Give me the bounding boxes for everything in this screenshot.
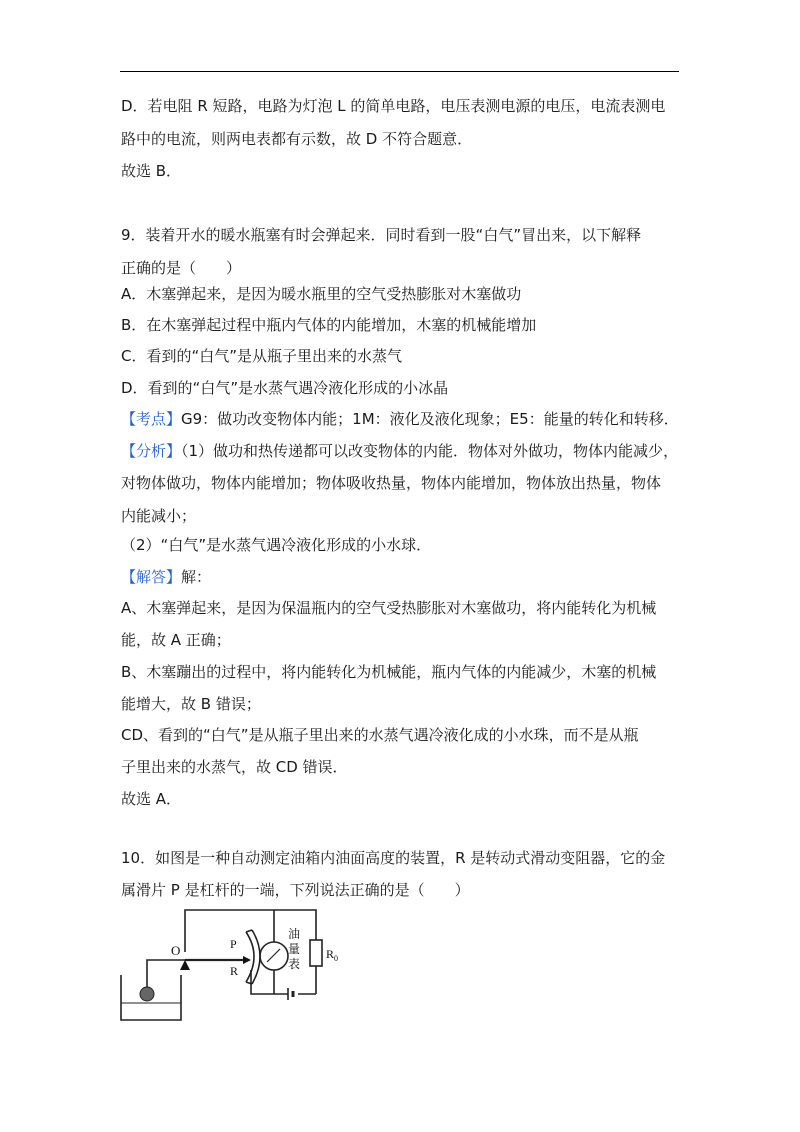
prev-option-d-line2: 路中的电流，则两电表都有示数，故 D 不符合题意． <box>121 130 473 148</box>
label-r: R <box>230 964 239 978</box>
pivot-triangle <box>180 960 190 970</box>
q9-answer-choice: 故选 A． <box>121 790 182 808</box>
q9-solution-a-line1: A、木塞弹起来，是因为保温瓶内的空气受热膨胀对木塞做功，将内能转化为机械 <box>121 599 657 617</box>
r0-resistor <box>310 940 322 966</box>
label-r0: $R_0$ <box>326 947 339 963</box>
q9-solution-a-line2: 能，故 A 正确； <box>121 631 231 649</box>
slider-arrow <box>243 956 251 964</box>
prev-option-d-line1: D．若电阻 R 短路，电路为灯泡 L 的简单电路，电压表测电源的电压，电流表测电 <box>121 97 666 115</box>
q9-kaodian <box>121 409 679 429</box>
curved-resistor <box>246 932 254 982</box>
q9-solution-b-line2: 能增大，故 B 错误； <box>121 695 261 713</box>
label-p: P <box>230 937 237 951</box>
jieda-text: 解： <box>181 568 212 586</box>
q9-fenxi-line4: （2）“白气”是水蒸气遇冷液化形成的小水球． <box>121 536 432 554</box>
q9-solution-cd-line2: 子里出来的水蒸气，故 CD 错误． <box>121 758 348 776</box>
oil-meter-circle <box>260 942 288 970</box>
q9-jieda <box>121 567 211 587</box>
q9-option-a: A．木塞弹起来，是因为暖水瓶里的空气受热膨胀对木塞做功 <box>121 285 522 303</box>
oil-level-circuit-figure <box>118 900 348 1025</box>
q9-option-b: B．在木塞弹起过程中瓶内气体的内能增加，木塞的机械能增加 <box>121 316 537 334</box>
q9-fenxi-line2: 对物体做功，物体内能增加；物体吸收热量，物体内能增加，物体放出热量，物体 <box>121 474 662 492</box>
q9-option-d: D．看到的“白气”是水蒸气遇冷液化形成的小冰晶 <box>121 379 449 397</box>
q9-stem-line1: 9．装着开水的暖水瓶塞有时会弹起来．同时看到一股“白气”冒出来，以下解释 <box>121 226 642 244</box>
q9-fenxi-line1 <box>121 441 678 461</box>
float-ball <box>140 987 154 1001</box>
q10-stem-line1: 10．如图是一种自动测定油箱内油面高度的装置，R 是转动式滑动变阻器，它的金 <box>121 849 666 867</box>
q9-solution-b-line1: B、木塞蹦出的过程中，将内能转化为机械能，瓶内气体的内能减少，木塞的机械 <box>121 663 657 681</box>
header-rule <box>120 71 679 72</box>
jieda-tag: 【解答】 <box>121 568 182 586</box>
fenxi-text: （1）做功和热传递都可以改变物体的内能．物体对外做功，物体内能减少， <box>181 442 679 460</box>
fenxi-tag: 【分析】 <box>121 442 182 460</box>
label-o: O <box>171 943 181 958</box>
q10-stem-line2: 属滑片 P 是杠杆的一端，下列说法正确的是（ ） <box>121 881 470 899</box>
q9-stem-line2: 正确的是（ ） <box>121 259 242 277</box>
q9-option-c: C．看到的“白气”是从瓶子里出来的水蒸气 <box>121 347 403 365</box>
kaodian-tag: 【考点】 <box>121 410 182 428</box>
label-oil-meter: 油 量 表 <box>288 927 301 971</box>
kaodian-text: G9：做功改变物体内能；1M：液化及液化现象；E5：能量的转化和转移． <box>181 410 679 428</box>
q9-solution-cd-line1: CD、看到的“白气”是从瓶子里出来的水蒸气遇冷液化成的小水珠，而不是从瓶 <box>121 726 639 744</box>
prev-answer-choice: 故选 B． <box>121 162 182 180</box>
q9-fenxi-line3: 内能减小； <box>121 507 197 525</box>
float-rod <box>147 960 185 993</box>
